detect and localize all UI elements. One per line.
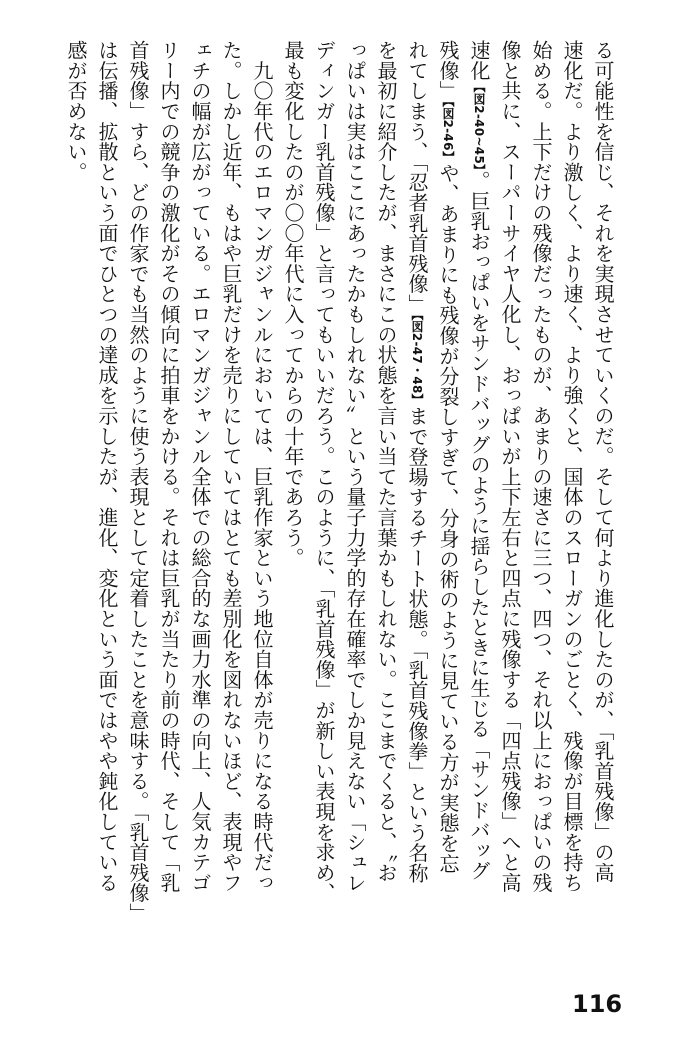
- text-column: 始める。上下だけの残像だったものが、あまりの速さに三つ、四つ、それ以上におっぱいの残: [529, 40, 553, 893]
- text-column: 九〇年代のエロマンガジャンルにおいては、巨乳作家という地位自体が売りになる時代だっ: [250, 40, 274, 893]
- text-column: っぱいは実はここにあったかもしれない〟という量子力学的存在確率でしか見えない「シュレ: [343, 40, 367, 893]
- text-segment: 速化: [467, 40, 491, 81]
- text-column: 速化だ。より激しく、より速く、より強くと、国体のスローガンのごとく、残像が目標を持ち: [560, 40, 584, 893]
- figure-reference: 【図2-40~45】: [472, 80, 486, 171]
- text-column: は伝播、拡散という面でひとつの達成を示したが、進化、変化という面ではやや鈍化している: [95, 40, 119, 893]
- text-column: 感が否めない。: [64, 40, 88, 183]
- text-column: 首残像」すら、どの作家でも当然のように使う表現として定着したことを意味する。「乳首残像」: [126, 40, 150, 924]
- text-column: ェチの幅が広がっている。エロマンガジャンル全体での総合的な画力水準の向上、人気カテゴ: [188, 40, 212, 893]
- text-column: る可能性を信じ、それを実現させていくのだ。そして何より進化したのが、「乳首残像」の高: [591, 40, 615, 883]
- text-segment: れてしまう、「忍者乳首残像」: [405, 40, 429, 315]
- text-column: を最初に紹介したが、まさにこの状態を言い当てた言葉かもしれない。ここまでくると、〝お: [374, 40, 398, 883]
- body-text: [60, 40, 618, 924]
- text-column: [401, 40, 432, 890]
- text-column: 最も変化したのが〇〇年代に入ってからの十年であろう。: [281, 40, 305, 568]
- text-column: [432, 40, 463, 890]
- page-number: 116: [572, 990, 623, 1018]
- text-column: た。しかし近年、もはや巨乳だけを売りにしていてはとても差別化を図れないほど、表現やフ: [219, 40, 243, 893]
- figure-reference: 【図2-46】: [441, 100, 455, 164]
- text-column: [463, 40, 494, 890]
- text-segment: や、あまりにも残像が分裂しすぎて、分身の術のように見ている方が実態を忘: [436, 163, 460, 874]
- text-segment: まで登場するチート状態。「乳首残像拳」という名称: [405, 405, 429, 884]
- text-column: リー内での競争の激化がその傾向に拍車をかける。それは巨乳が当たり前の時代、そして「乳: [157, 40, 181, 893]
- text-segment: 。巨乳おっぱいをサンドバッグのように揺らしたときに生じる「サンドバッグ: [467, 170, 491, 881]
- figure-reference: 【図2-47・48】: [410, 314, 424, 406]
- text-column: 像と共に、スーパーサイヤ人化し、おっぱいが上下左右と四点に残像する「四点残像」へと高: [498, 40, 522, 893]
- text-column: ディンガー乳首残像」と言ってもいいだろう。このように、「乳首残像」が新しい表現を求め、: [312, 40, 336, 903]
- text-segment: 残像」: [436, 40, 460, 101]
